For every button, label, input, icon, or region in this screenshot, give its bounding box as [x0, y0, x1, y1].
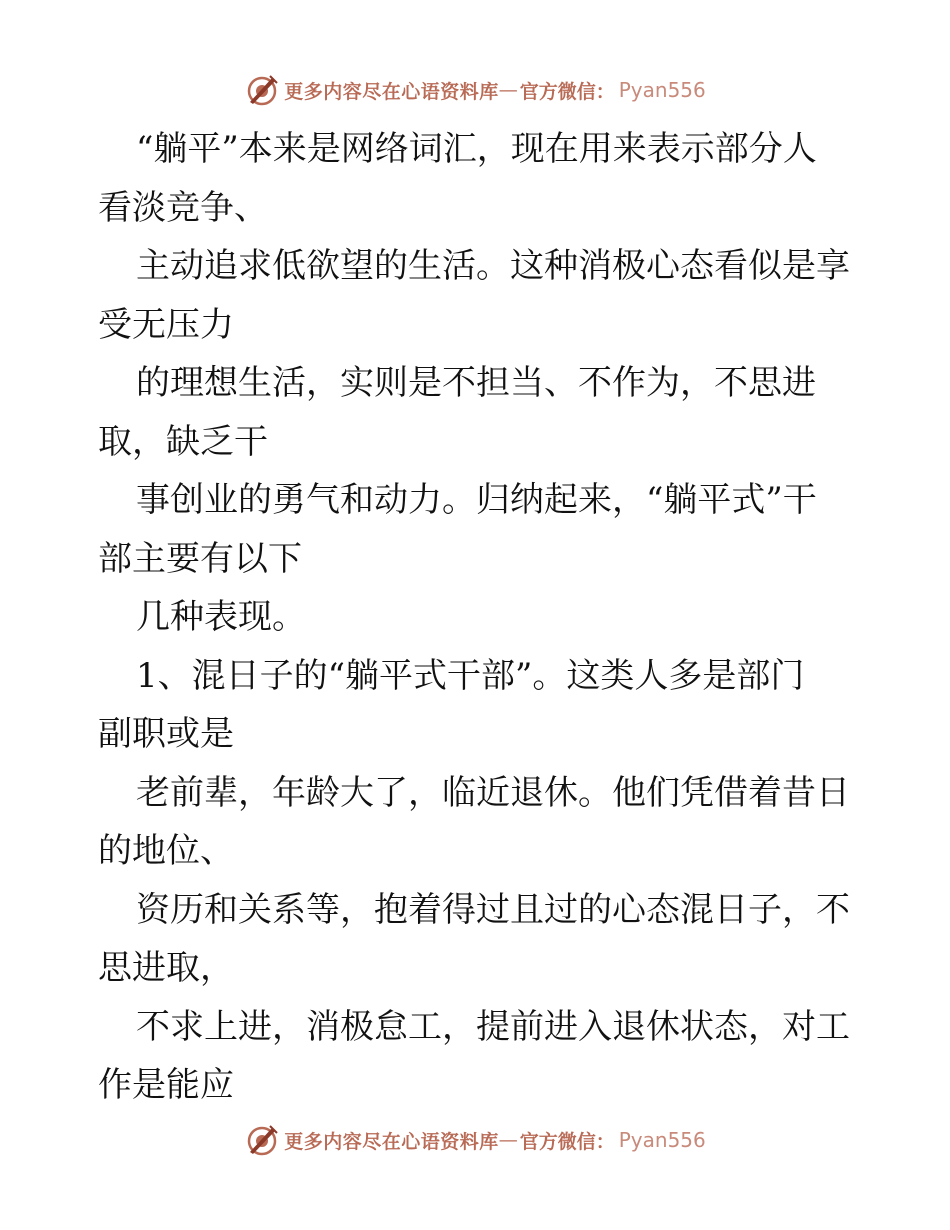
text-line: 老前辈，年龄大了，临近退休。他们凭借着昔日 — [136, 772, 850, 813]
text-line: 资历和关系等，抱着得过且过的心态混日子，不 — [136, 889, 850, 930]
text-line: 不求上进，消极怠工，提前进入退休状态，对工 — [136, 1006, 850, 1047]
quill-logo-icon — [244, 1122, 280, 1158]
text-line: 几种表现。 — [136, 597, 306, 637]
watermark-site-text: 更多内容尽在心语资料库 — [284, 1130, 499, 1153]
text-line: 看淡竞争、 — [98, 187, 268, 228]
text-line: 取，缺乏干 — [98, 421, 268, 462]
watermark-site-text: 更多内容尽在心语资料库 — [284, 80, 499, 103]
watermark-dash: — — [498, 1129, 518, 1151]
text-line: 副职或是 — [98, 714, 234, 754]
watermark-wechat-label: 官方微信： — [519, 1130, 615, 1153]
text-line: 受无压力 — [98, 304, 234, 345]
text-line: 主动追求低欲望的生活。这种消极心态看似是享 — [136, 246, 850, 286]
header-watermark — [0, 70, 950, 110]
text-line: 事创业的勇气和动力。归纳起来，“躺平式”干 — [136, 480, 817, 520]
quill-logo-icon — [244, 72, 280, 108]
text-line: 部主要有以下 — [98, 538, 302, 579]
text-line: 思进取， — [98, 948, 234, 988]
text-line: 的理想生活，实则是不担当、不作为，不思进 — [136, 363, 816, 403]
text-line: “躺平”本来是网络词汇，现在用来表示部分人 — [136, 129, 817, 169]
watermark-dash: — — [498, 79, 518, 101]
document-body — [98, 120, 868, 1115]
watermark-wechat-id: Pyan556 — [618, 1128, 706, 1152]
watermark-wechat-label: 官方微信： — [519, 80, 615, 103]
text-line: 1、混日子的“躺平式干部”。这类人多是部门 — [136, 655, 805, 696]
text-line: 作是能应 — [98, 1065, 234, 1105]
footer-watermark — [0, 1120, 950, 1160]
watermark-wechat-id: Pyan556 — [618, 78, 706, 102]
text-line: 的地位、 — [98, 831, 234, 871]
